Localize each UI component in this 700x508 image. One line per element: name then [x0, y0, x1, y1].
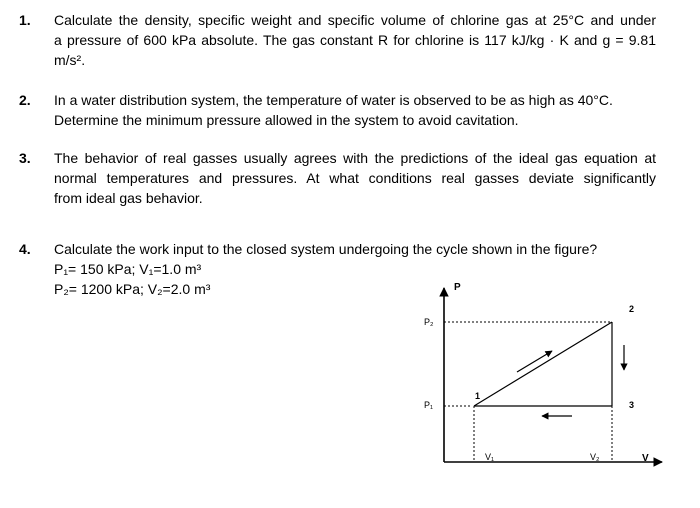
- given-values-line: P₁= 150 kPa; V₁=1.0 m³: [54, 261, 202, 277]
- question-number: 3.: [19, 150, 31, 166]
- question-text-line: Determine the minimum pressure allowed in the system to avoid cavitation.: [54, 112, 519, 128]
- label-v2: V₂: [590, 452, 600, 462]
- question-text-line: The behavior of real gasses usually agrees with the predictions of the ideal gas equation at: [54, 150, 656, 166]
- point-label-1: 1: [475, 391, 481, 401]
- axis-label-v: V: [642, 453, 649, 464]
- question-number: 1.: [19, 12, 31, 28]
- given-values-line: P₂= 1200 kPa; V₂=2.0 m³: [54, 281, 211, 297]
- question-text-line: from ideal gas behavior.: [54, 190, 203, 206]
- question-number: 2.: [19, 92, 31, 108]
- label-p2: P₂: [424, 317, 434, 327]
- question-text-line: Calculate the work input to the closed system undergoing the cycle shown in the figure?: [54, 241, 598, 257]
- question-text-line: Calculate the density, specific weight and specific volume of chlorine gas at 25°C and under: [54, 12, 656, 28]
- label-v1: V₁: [485, 452, 495, 462]
- question-text-line: normal temperatures and pressures. At what conditions real gasses deviate significantly: [54, 170, 656, 186]
- axis-label-p: P: [454, 282, 461, 293]
- point-label-2: 2: [629, 304, 635, 314]
- pv-cycle-diagram: [410, 278, 665, 483]
- process-1-2: [474, 322, 612, 406]
- question-number: 4.: [19, 241, 31, 257]
- question-text-line: a pressure of 600 kPa absolute. The gas constant R for chlorine is 117 kJ/kg · K and g = 9.81: [54, 32, 656, 48]
- question-text-line: m/s².: [54, 52, 86, 68]
- label-p1: P₁: [424, 400, 434, 410]
- point-label-3: 3: [629, 400, 635, 410]
- question-text-line: In a water distribution system, the temperature of water is observed to be as high as 40°C.: [54, 92, 613, 108]
